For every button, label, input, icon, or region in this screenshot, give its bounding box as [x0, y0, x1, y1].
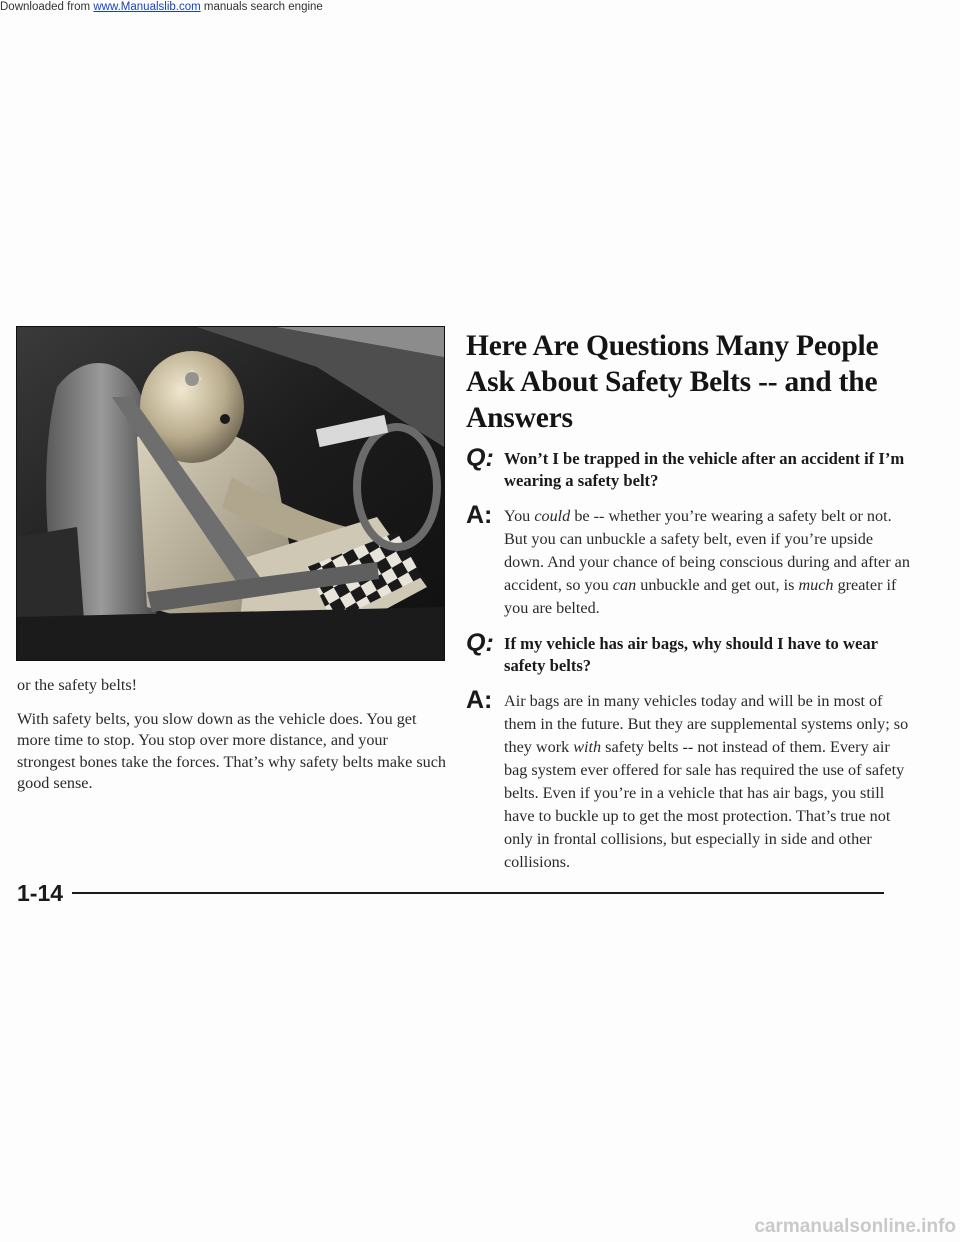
question-1-text: Won’t I be trapped in the vehicle after an accident if I’m wearing a safety belt? [504, 449, 905, 490]
manualslib-link[interactable]: www.Manualslib.com [93, 1, 201, 13]
left-column [17, 675, 449, 807]
watermark-suffix: manuals search engine [200, 1, 323, 13]
section-heading: Here Are Questions Many People Ask About Safety Belts -- and the Answers [466, 330, 879, 434]
answer-marker: A: [466, 686, 493, 714]
site-watermark: carmanualsonline.info [754, 1216, 956, 1237]
answer-marker: A: [466, 501, 493, 529]
question-1 [466, 444, 914, 492]
question-2 [466, 629, 914, 677]
answer-2-text: Air bags are in many vehicles today and will be in most of them in the future. But they are supplemental systems only; so they work with safety belts -- not instead of them. Every air bag system ever offered for sale has required the use of safety belts. Even if you’re in a vehicle that has air bags, you still have to buckle up to get the most protection. That’s true not only in frontal collisions, but especially in side and other collisions. [504, 692, 909, 871]
right-column [466, 328, 914, 887]
download-watermark [0, 0, 323, 14]
answer-1-text: You could be -- whether you’re wearing a safety belt or not. But you can unbuckle a safety belt, even if you’re upside down. And your chance of being conscious during and after an accident, so you can unbuckle and get out, is much greater if you are belted. [504, 507, 910, 617]
body-paragraph: With safety belts, you slow down as the vehicle does. You get more time to stop. You stop over more distance, and your strongest bones take the forces. That’s why safety belts make such good sense. [17, 709, 447, 792]
answer-2 [466, 686, 914, 874]
answer-1 [466, 501, 914, 620]
question-marker: Q: [466, 444, 494, 472]
question-marker: Q: [466, 629, 494, 657]
photo-caption: or the safety belts! [17, 676, 138, 694]
page-number: 1-14 [17, 880, 64, 906]
watermark-prefix: Downloaded from [0, 1, 94, 13]
footer-rule [72, 892, 884, 894]
question-2-text: If my vehicle has air bags, why should I have to wear safety belts? [504, 634, 878, 675]
crash-test-dummy-photo [16, 326, 445, 661]
